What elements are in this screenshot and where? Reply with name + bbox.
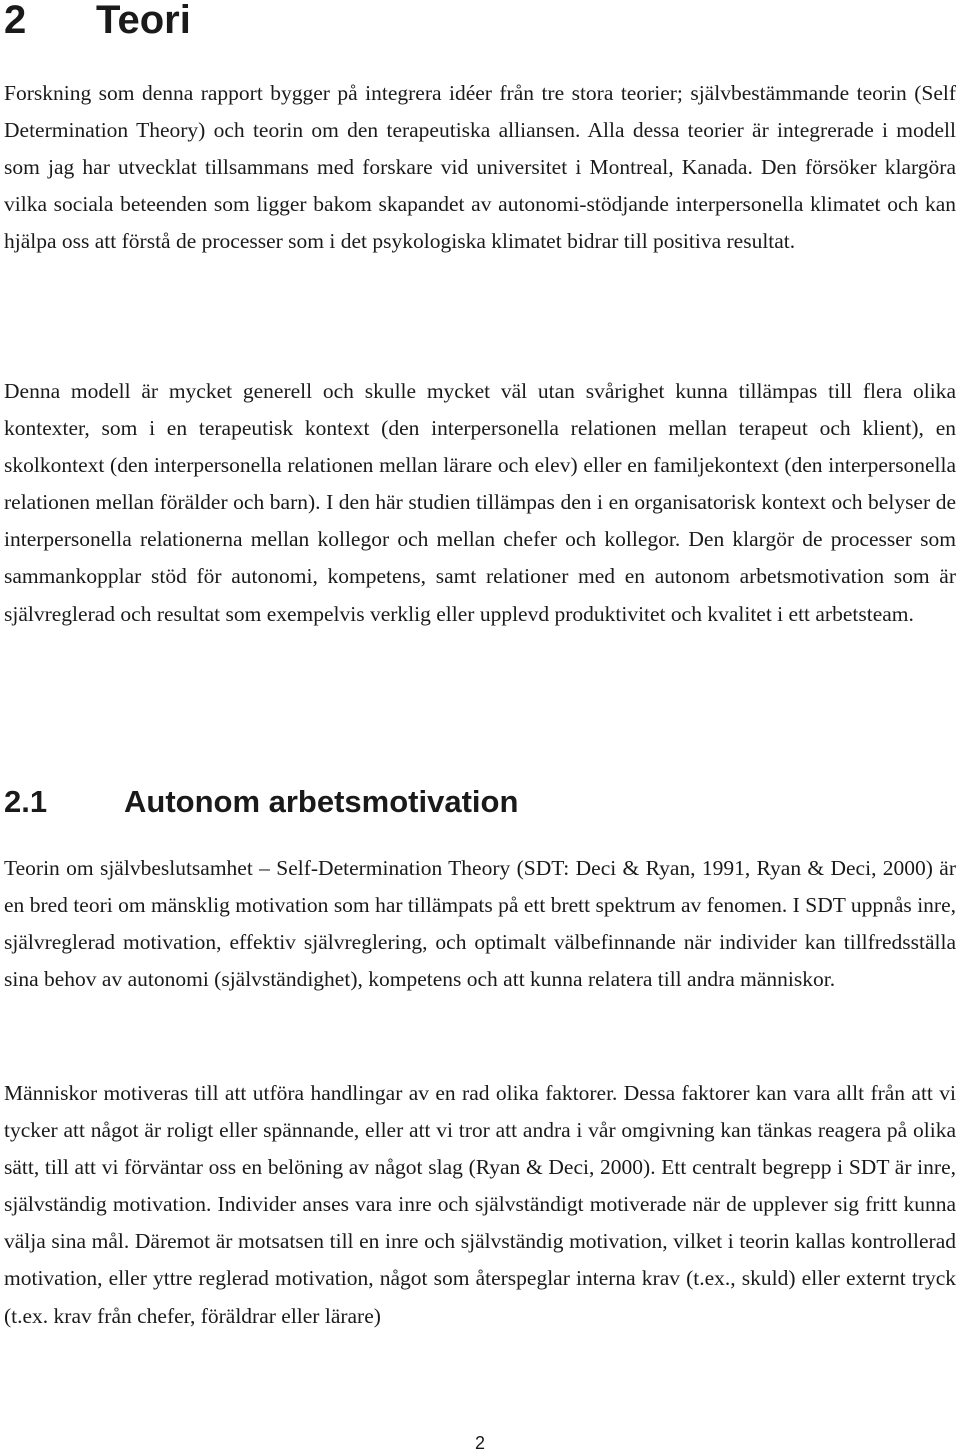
section-title: Autonom arbetsmotivation — [124, 784, 519, 819]
section-heading — [4, 782, 518, 822]
chapter-number: 2 — [4, 0, 27, 42]
section-number: 2.1 — [4, 784, 48, 819]
body-paragraph-3: Teorin om självbeslutsamhet – Self-Determination Theory (SDT: Deci & Ryan, 1991, Ryan & Deci, 2000) är en bred teori om mänsklig motivation som har tillämpats på ett brett spektrum av fenomen. I SDT uppnås inre, självreglerad motivation, effektiv självreglering, och optimalt välbefinnande när individer kan tillfredsställa sina behov av autonomi (självständighet), kompetens och att kunna relatera till andra människor. — [4, 856, 956, 992]
page-number: 2 — [474, 1433, 485, 1453]
chapter-title: Teori — [96, 0, 191, 42]
chapter-heading — [4, 0, 191, 42]
body-paragraph-4: Människor motiveras till att utföra handlingar av en rad olika faktorer. Dessa faktorer kan vara allt från att vi tycker att något är roligt eller spännande, eller att vi tror att andra i vår omgivning kan tänkas reagera på olika sätt, till att vi förväntar oss en belöning av något slag (Ryan & Deci, 2000). Ett centralt begrepp i SDT är inre, självständig motivation. Individer anses vara inre och självständigt motiverade när de upplever sig fritt kunna välja sina mål. Däremot är motsatsen till en inre och självständig motivation, vilket i teorin kallas kontrollerad motivation, eller yttre reglerad motivation, något som återspeglar interna krav (t.ex., skuld) eller externt tryck (t.ex. krav från chefer, föräldrar eller lärare) — [4, 1081, 956, 1328]
body-paragraph-1: Forskning som denna rapport bygger på integrera idéer från tre stora teorier; självbestämmande teorin (Self Determination Theory) och teorin om den terapeutiska alliansen. Alla dessa teorier är integrerade i modell som jag har utvecklat tillsammans med forskare vid universitet i Montreal, Kanada. Den försöker klargöra vilka sociala beteenden som ligger bakom skapandet av autonomi-stödjande interpersonella klimatet och kan hjälpa oss att förstå de processer som i det psykologiska klimatet bidrar till positiva resultat. — [4, 81, 956, 254]
body-paragraph-2: Denna modell är mycket generell och skulle mycket väl utan svårighet kunna tillämpas till flera olika kontexter, som i en terapeutisk kontext (den interpersonella relationen mellan terapeut och klient), en skolkontext (den interpersonella relationen mellan lärare och elev) eller en familjekontext (den interpersonella relationen mellan förälder och barn). I den här studien tillämpas den i en organisatorisk kontext och belyser de interpersonella relationerna mellan kollegor och mellan chefer och kollegor. Den klargör de processer som sammankopplar stöd för autonomi, kompetens, samt relationer med en autonom arbetsmotivation som är självreglerad och resultat som exempelvis verklig eller upplevd produktivitet och kvalitet i ett arbetsteam. — [4, 379, 956, 626]
